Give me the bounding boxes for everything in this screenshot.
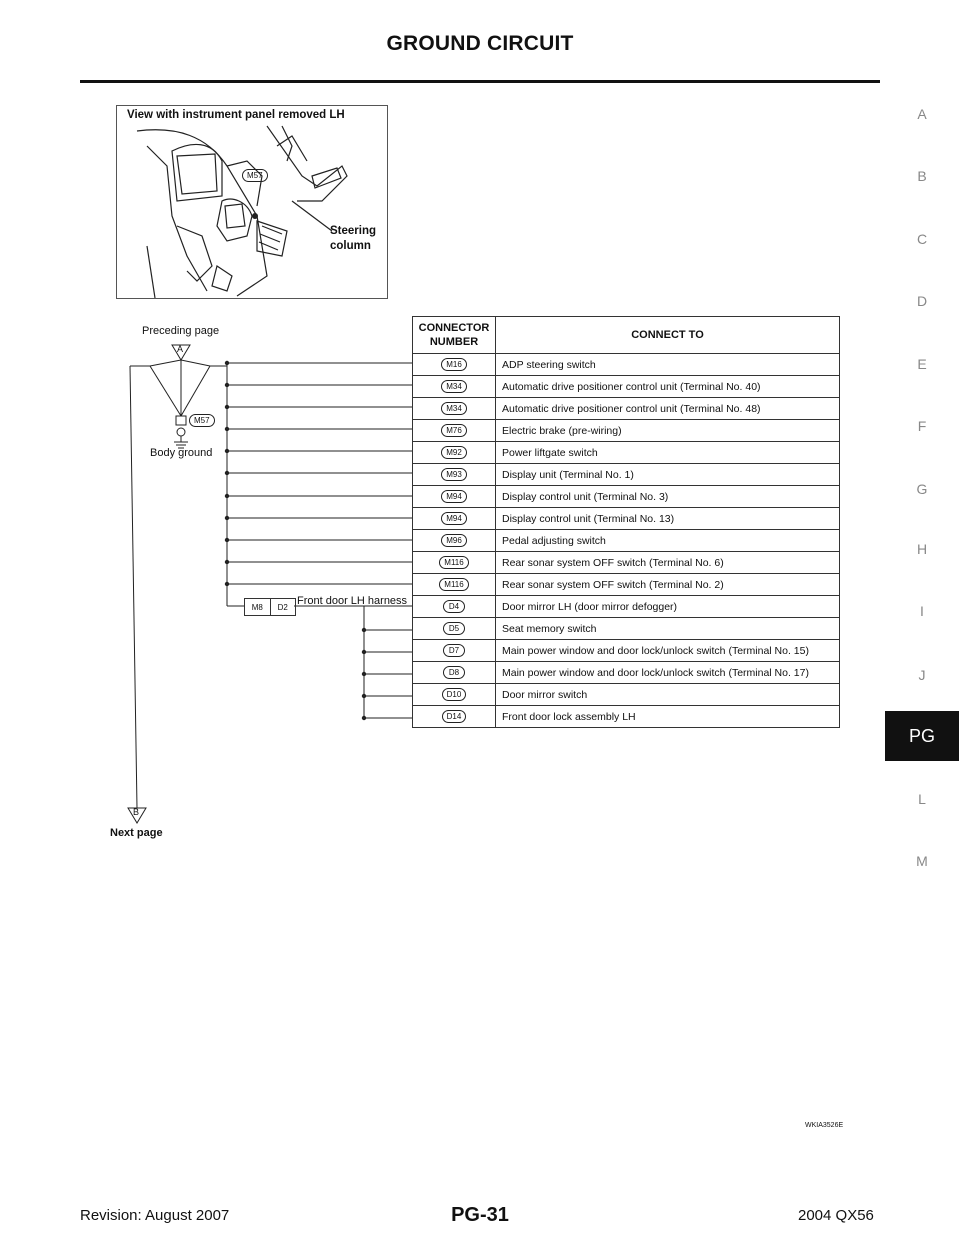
model-text: 2004 QX56 bbox=[798, 1207, 874, 1224]
page-number: PG-31 bbox=[451, 1204, 509, 1226]
side-index-pg-active[interactable]: PG bbox=[885, 711, 959, 761]
connector-pill: M92 bbox=[441, 446, 467, 459]
next-page-label: Next page bbox=[110, 827, 163, 839]
side-index-d[interactable]: D bbox=[916, 293, 928, 309]
side-index-b[interactable]: B bbox=[917, 168, 927, 184]
side-index-j[interactable]: J bbox=[918, 667, 926, 683]
connector-pill: M34 bbox=[441, 402, 467, 415]
connector-pill: M34 bbox=[441, 380, 467, 393]
table-row bbox=[413, 574, 840, 596]
side-index-c[interactable]: C bbox=[916, 231, 928, 247]
revision-text: Revision: August 2007 bbox=[80, 1207, 230, 1224]
connector-b-label: B bbox=[133, 807, 140, 817]
body-ground-label: Body ground bbox=[150, 447, 213, 459]
table-row bbox=[413, 618, 840, 640]
connect-to-cell: Door mirror LH (door mirror defogger) bbox=[496, 596, 840, 618]
connect-to-cell: Display control unit (Terminal No. 3) bbox=[496, 486, 840, 508]
connector-pill: D5 bbox=[443, 622, 465, 635]
table-row bbox=[413, 508, 840, 530]
table-header-row bbox=[413, 317, 840, 354]
table-row bbox=[413, 486, 840, 508]
header-connector-number: CONNECTOR NUMBER bbox=[413, 317, 496, 354]
connect-to-cell: Seat memory switch bbox=[496, 618, 840, 640]
connect-to-cell: Automatic drive positioner control unit (Terminal No. 40) bbox=[496, 376, 840, 398]
connector-pill: D4 bbox=[443, 600, 465, 613]
connector-pill: M116 bbox=[439, 578, 468, 591]
side-index-l[interactable]: L bbox=[918, 791, 926, 807]
connect-to-cell: Rear sonar system OFF switch (Terminal No. 6) bbox=[496, 552, 840, 574]
harness-label: Front door LH harness bbox=[297, 595, 408, 607]
table-row bbox=[413, 376, 840, 398]
table-row bbox=[413, 640, 840, 662]
connect-to-cell: Display control unit (Terminal No. 13) bbox=[496, 508, 840, 530]
preceding-page-label: Preceding page bbox=[142, 325, 220, 337]
table-row bbox=[413, 706, 840, 728]
connector-pill: M116 bbox=[439, 556, 468, 569]
connect-to-cell: Pedal adjusting switch bbox=[496, 530, 840, 552]
connector-pill: M94 bbox=[441, 512, 467, 525]
table-row bbox=[413, 420, 840, 442]
connector-pill: M93 bbox=[441, 468, 467, 481]
connect-to-cell: Automatic drive positioner control unit (Terminal No. 48) bbox=[496, 398, 840, 420]
connect-to-cell: Electric brake (pre-wiring) bbox=[496, 420, 840, 442]
connector-pill: D10 bbox=[442, 688, 467, 701]
connect-to-cell: Power liftgate switch bbox=[496, 442, 840, 464]
connect-to-cell: Front door lock assembly LH bbox=[496, 706, 840, 728]
side-index-m[interactable]: M bbox=[916, 853, 928, 869]
harness-connector-d2: D2 bbox=[277, 602, 288, 612]
side-index-a[interactable]: A bbox=[917, 106, 927, 122]
connect-to-cell: ADP steering switch bbox=[496, 354, 840, 376]
side-index-i[interactable]: I bbox=[920, 603, 924, 619]
page-title: GROUND CIRCUIT bbox=[386, 32, 574, 55]
connect-to-cell: Door mirror switch bbox=[496, 684, 840, 706]
connect-to-cell: Rear sonar system OFF switch (Terminal No. 2) bbox=[496, 574, 840, 596]
connector-pill: M16 bbox=[441, 358, 467, 371]
harness-connector-m8: M8 bbox=[245, 599, 271, 615]
table-row bbox=[413, 684, 840, 706]
connector-pill: M76 bbox=[441, 424, 467, 437]
harness-connector-box bbox=[244, 598, 296, 616]
connector-pill: M96 bbox=[441, 534, 467, 547]
connect-to-cell: Main power window and door lock/unlock switch (Terminal No. 15) bbox=[496, 640, 840, 662]
connector-pill: M94 bbox=[441, 490, 467, 503]
connect-to-cell: Display unit (Terminal No. 1) bbox=[496, 464, 840, 486]
connector-pill: D14 bbox=[442, 710, 467, 723]
header-connect-to: CONNECT TO bbox=[496, 317, 840, 354]
steering-label-line1: Steering bbox=[330, 225, 377, 237]
photo-caption: View with instrument panel removed LH bbox=[127, 109, 345, 121]
connector-a-label: A bbox=[177, 344, 184, 354]
connector-table bbox=[412, 316, 840, 728]
table-row bbox=[413, 530, 840, 552]
ground-connector-m57: M57 bbox=[189, 414, 215, 427]
figure-code: WKIA3526E bbox=[805, 1122, 844, 1129]
photo-connector-m57: M57 bbox=[242, 169, 268, 182]
side-index-e[interactable]: E bbox=[917, 356, 927, 372]
table-row bbox=[413, 398, 840, 420]
side-index-g[interactable]: G bbox=[916, 481, 928, 497]
table-row bbox=[413, 354, 840, 376]
connector-pill: D7 bbox=[443, 644, 465, 657]
table-row bbox=[413, 662, 840, 684]
connect-to-cell: Main power window and door lock/unlock switch (Terminal No. 17) bbox=[496, 662, 840, 684]
side-index-f[interactable]: F bbox=[917, 418, 927, 434]
connector-pill: D8 bbox=[443, 666, 465, 679]
table-row bbox=[413, 552, 840, 574]
steering-label-line2: column bbox=[330, 240, 371, 252]
table-row bbox=[413, 464, 840, 486]
side-index-h[interactable]: H bbox=[916, 541, 928, 557]
table-row bbox=[413, 596, 840, 618]
table-row bbox=[413, 442, 840, 464]
